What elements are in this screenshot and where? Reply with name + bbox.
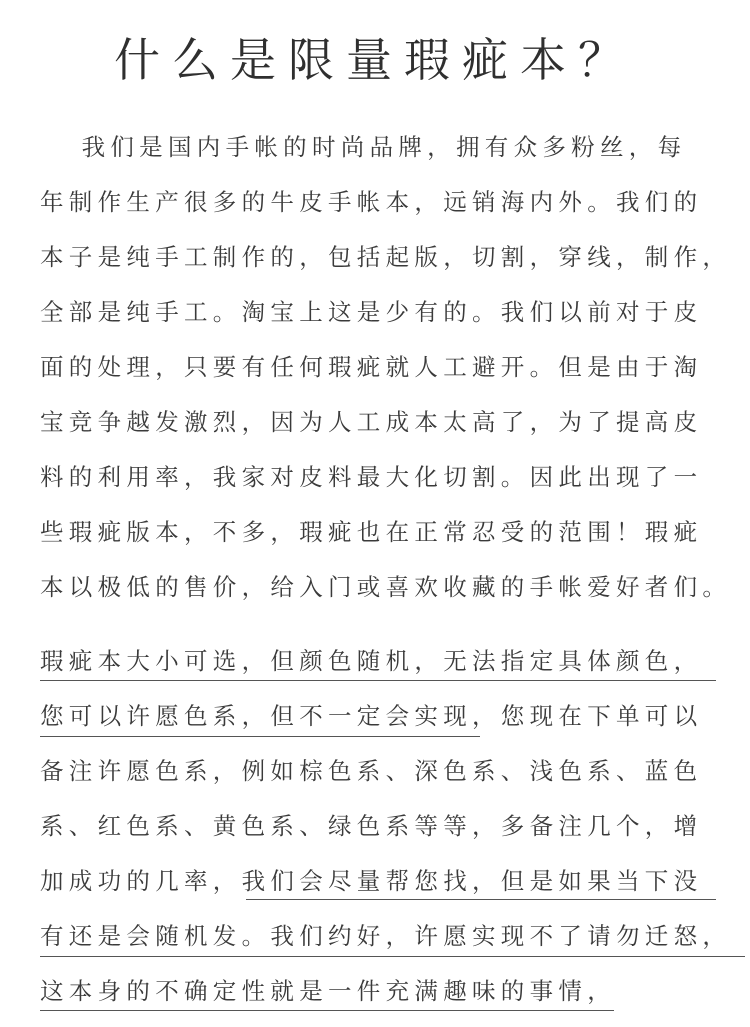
paragraph-1-line: 宝竞争越发激烈，因为人工成本太高了，为了提高皮 (40, 408, 703, 436)
paragraph-1-line: 面的处理，只要有任何瑕疵就人工避开。但是由于淘 (40, 353, 703, 381)
paragraph-2-line: 系、红色系、黄色系、绿色系等等，多备注几个，增 (40, 812, 703, 840)
underline-rule (40, 956, 745, 957)
paragraph-1-line: 年制作生产很多的牛皮手帐本，远销海内外。我们的 (40, 188, 703, 216)
underline-rule (40, 736, 480, 737)
paragraph-2-line: 备注许愿色系，例如棕色系、深色系、浅色系、蓝色 (40, 757, 703, 785)
paragraph-1-line: 些瑕疵版本，不多，瑕疵也在正常忍受的范围！瑕疵 (40, 518, 703, 546)
paragraph-2-line: 有还是会随机发。我们约好，许愿实现不了请勿迁怒， (40, 922, 732, 950)
page-title: 什么是限量瑕疵本？ (114, 33, 636, 87)
paragraph-2-line: 这本身的不确定性就是一件充满趣味的事情， (40, 977, 616, 1005)
paragraph-1-line: 料的利用率，我家对皮料最大化切割。因此出现了一 (40, 463, 703, 491)
paragraph-2-line: 您可以许愿色系，但不一定会实现，您现在下单可以 (40, 702, 703, 730)
paragraph-1-line: 全部是纯手工。淘宝上这是少有的。我们以前对于皮 (40, 298, 703, 326)
paragraph-1-line: 我们是国内手帐的时尚品牌，拥有众多粉丝，每 (40, 133, 687, 161)
underline-rule (246, 899, 716, 900)
paragraph-1-line: 本以极低的售价，给入门或喜欢收藏的手帐爱好者们。 (40, 573, 732, 601)
underline-rule (40, 680, 716, 681)
paragraph-2-line: 瑕疵本大小可选，但颜色随机，无法指定具体颜色， (40, 647, 703, 675)
paragraph-2-line: 加成功的几率，我们会尽量帮您找，但是如果当下没 (40, 867, 703, 895)
paragraph-1-line: 本子是纯手工制作的，包括起版，切割，穿线，制作， (40, 243, 732, 271)
underline-rule (40, 1010, 614, 1011)
